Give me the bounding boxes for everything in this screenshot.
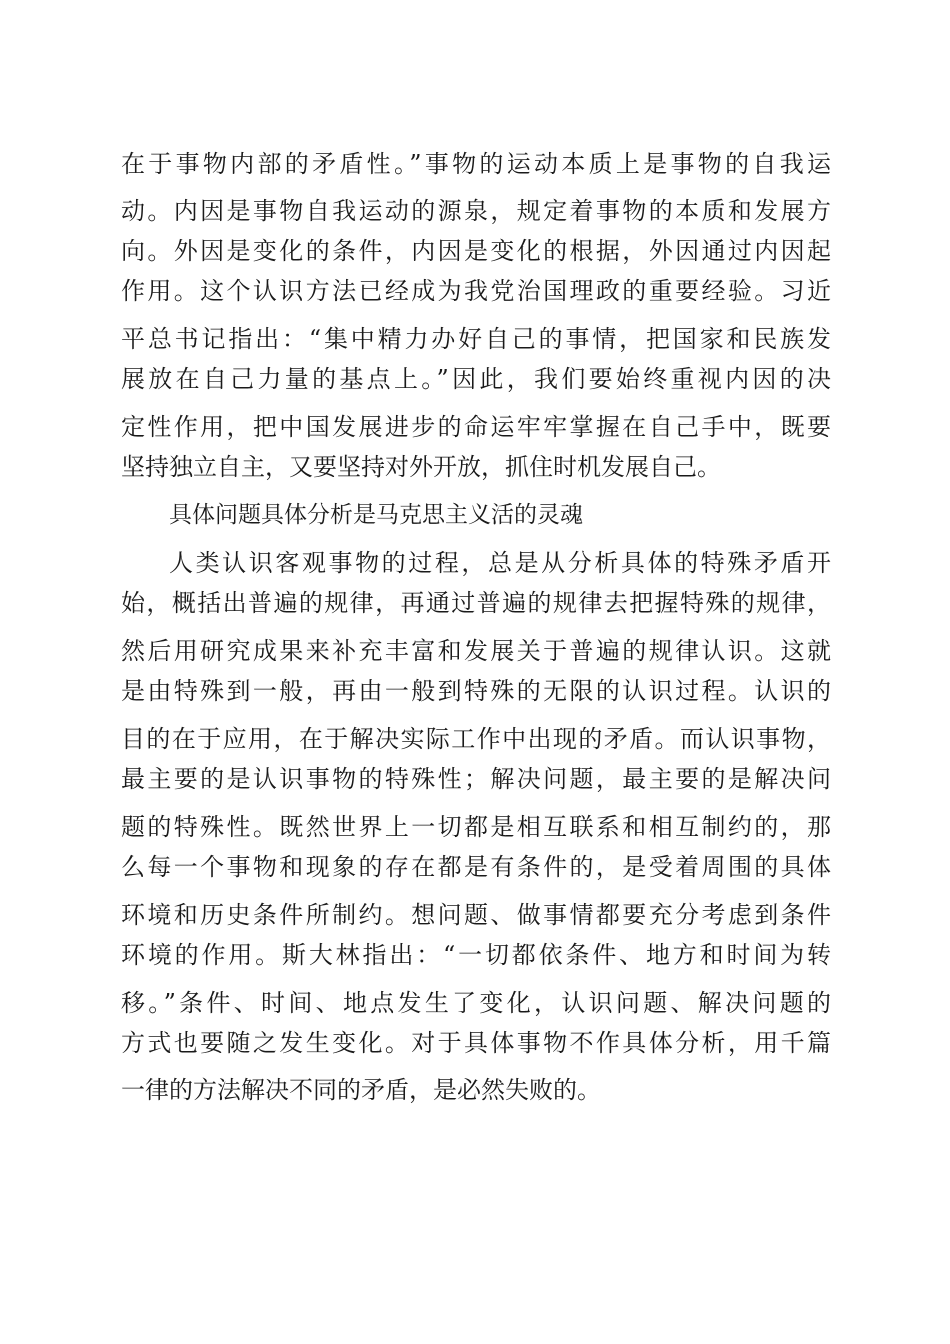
paragraph-2-line-11: 移。”条件、时间、地点发生了变化，认识问题、解决问题的 (121, 989, 831, 1017)
paragraph-2-line-9: 环境和历史条件所制约。想问题、做事情都要充分考虑到条件 (121, 901, 831, 929)
paragraph-2-line-5: 目的在于应用，在于解决实际工作中出现的矛盾。而认识事物， (121, 725, 831, 753)
paragraph-1-line-3: 向。外因是变化的条件，内因是变化的根据，外因通过内因起 (121, 237, 831, 265)
paragraph-2-line-13: 一律的方法解决不同的矛盾，是必然失败的。 (121, 1076, 601, 1104)
paragraph-2-line-8: 么每一个事物和现象的存在都是有条件的，是受着周围的具体 (121, 853, 831, 881)
paragraph-2-line-2: 始，概括出普遍的规律，再通过普遍的规律去把握特殊的规律， (121, 589, 831, 617)
paragraph-2-line-7: 题的特殊性。既然世界上一切都是相互联系和相互制约的，那 (121, 813, 831, 841)
paragraph-2-line-4: 是由特殊到一般，再由一般到特殊的无限的认识过程。认识的 (121, 677, 831, 705)
paragraph-1-line-8: 坚持独立自主，又要坚持对外开放，抓住时机发展自己。 (121, 453, 721, 481)
paragraph-2-line-6: 最主要的是认识事物的特殊性；解决问题，最主要的是解决问 (121, 765, 831, 793)
paragraph-1-line-2: 动。内因是事物自我运动的源泉，规定着事物的本质和发展方 (121, 197, 831, 225)
section-heading: 具体问题具体分析是马克思主义活的灵魂 (169, 502, 583, 528)
paragraph-1-line-5: 平总书记指出：“集中精力办好自己的事情，把国家和民族发 (121, 325, 831, 353)
paragraph-1-line-1: 在于事物内部的矛盾性。”事物的运动本质上是事物的自我运 (121, 150, 831, 178)
paragraph-1-line-4: 作用。这个认识方法已经成为我党治国理政的重要经验。习近 (121, 277, 831, 305)
paragraph-2-line-12: 方式也要随之发生变化。对于具体事物不作具体分析，用千篇 (121, 1029, 831, 1057)
paragraph-1-line-6: 展放在自己力量的基点上。”因此，我们要始终重视内因的决 (121, 365, 831, 393)
paragraph-2-line-10: 环境的作用。斯大林指出：“一切都依条件、地方和时间为转 (121, 941, 831, 969)
paragraph-1-line-7: 定性作用，把中国发展进步的命运牢牢掌握在自己手中，既要 (121, 413, 831, 441)
paragraph-2-line-3: 然后用研究成果来补充丰富和发展关于普遍的规律认识。这就 (121, 637, 831, 665)
paragraph-2-line-1: 人类认识客观事物的过程，总是从分析具体的特殊矛盾开 (169, 549, 831, 577)
